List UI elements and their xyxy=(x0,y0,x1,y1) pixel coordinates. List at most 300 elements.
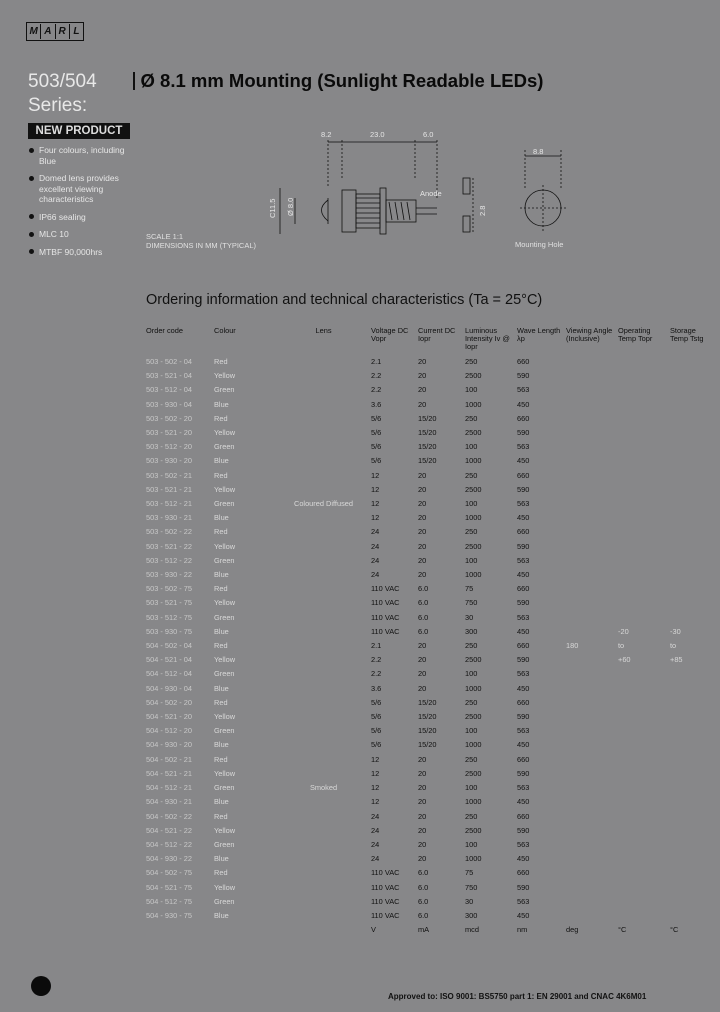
voltage-cell: 3.6 xyxy=(371,683,382,693)
operating-temp-cell xyxy=(618,795,670,809)
wavelength-cell: 450 xyxy=(517,399,530,409)
wavelength-cell: 563 xyxy=(517,783,530,793)
wavelength-cell: 563 xyxy=(517,669,530,679)
lens-cell xyxy=(276,412,371,426)
table-body xyxy=(146,355,710,937)
unit-cell xyxy=(146,923,214,937)
page-title xyxy=(133,70,543,92)
unit-cell xyxy=(276,923,371,937)
viewing-angle-cell xyxy=(566,554,618,568)
lens-cell xyxy=(276,540,371,554)
intensity-cell: 100 xyxy=(465,726,478,736)
unit-cell: mcd xyxy=(465,925,479,935)
viewing-angle-cell xyxy=(566,909,618,923)
viewing-angle-cell xyxy=(566,483,618,497)
table-header-row xyxy=(146,327,710,355)
current-cell: 20 xyxy=(418,399,427,409)
table-row xyxy=(146,369,710,383)
lens-cell xyxy=(276,866,371,880)
wavelength-cell: 590 xyxy=(517,428,530,438)
table-row xyxy=(146,440,710,454)
order-code-cell: 504 - 930 - 21 xyxy=(146,797,193,807)
viewing-angle-cell xyxy=(566,469,618,483)
intensity-cell: 250 xyxy=(465,357,478,366)
lens-cell xyxy=(276,511,371,525)
viewing-angle-cell xyxy=(566,383,618,397)
lens-cell xyxy=(276,454,371,468)
series-label xyxy=(28,70,97,118)
column-header: Operating Temp Topr xyxy=(618,326,653,343)
colour-cell: Yellow xyxy=(214,371,236,381)
lens-cell xyxy=(276,724,371,738)
table-row xyxy=(146,724,710,738)
current-cell: 20 xyxy=(418,655,427,665)
colour-cell: Yellow xyxy=(214,882,236,892)
voltage-cell: 24 xyxy=(371,854,380,864)
colour-cell: Yellow xyxy=(214,712,236,722)
voltage-cell: 24 xyxy=(371,527,380,537)
voltage-cell: 110 VAC xyxy=(371,584,400,594)
viewing-angle-cell xyxy=(566,511,618,525)
storage-temp-cell: to xyxy=(670,641,677,651)
wavelength-cell: 660 xyxy=(517,697,530,707)
operating-temp-cell xyxy=(618,355,670,369)
wavelength-cell: 450 xyxy=(517,626,530,636)
order-code-cell: 504 - 930 - 75 xyxy=(146,910,193,920)
voltage-cell: 12 xyxy=(371,797,380,807)
colour-cell: Blue xyxy=(214,854,229,864)
voltage-cell: 24 xyxy=(371,839,380,849)
storage-temp-cell xyxy=(670,767,710,781)
operating-temp-cell xyxy=(618,440,670,454)
logo-letter: R xyxy=(55,24,69,39)
voltage-cell: 5/6 xyxy=(371,697,382,707)
wavelength-cell: 590 xyxy=(517,882,530,892)
operating-temp-cell xyxy=(618,398,670,412)
intensity-cell: 1000 xyxy=(465,797,482,807)
intensity-cell: 30 xyxy=(465,612,474,622)
lens-cell xyxy=(276,667,371,681)
intensity-cell: 750 xyxy=(465,598,478,608)
unit-cell: nm xyxy=(517,925,528,935)
viewing-angle-cell xyxy=(566,369,618,383)
wavelength-cell: 590 xyxy=(517,768,530,778)
lens-cell xyxy=(276,653,371,667)
viewing-angle-cell xyxy=(566,398,618,412)
operating-temp-cell xyxy=(618,710,670,724)
order-code-cell: 504 - 512 - 75 xyxy=(146,896,193,906)
viewing-angle-cell xyxy=(566,582,618,596)
storage-temp-cell xyxy=(670,426,710,440)
table-row xyxy=(146,582,710,596)
operating-temp-cell xyxy=(618,781,670,795)
wavelength-cell: 450 xyxy=(517,513,530,523)
storage-temp-cell xyxy=(670,611,710,625)
voltage-cell: 12 xyxy=(371,499,380,509)
operating-temp-cell xyxy=(618,383,670,397)
intensity-cell: 100 xyxy=(465,555,478,565)
order-code-cell: 504 - 521 - 20 xyxy=(146,712,193,722)
order-code-cell: 503 - 502 - 75 xyxy=(146,584,193,594)
intensity-cell: 1000 xyxy=(465,570,482,580)
voltage-cell: 110 VAC xyxy=(371,868,400,878)
column-header: Order code xyxy=(146,326,183,335)
voltage-cell: 12 xyxy=(371,783,380,793)
operating-temp-cell xyxy=(618,596,670,610)
colour-cell: Green xyxy=(214,896,235,906)
operating-temp-cell xyxy=(618,454,670,468)
wavelength-cell: 563 xyxy=(517,442,530,452)
wavelength-cell: 563 xyxy=(517,839,530,849)
units-row xyxy=(146,923,710,937)
intensity-cell: 2500 xyxy=(465,541,482,551)
operating-temp-cell xyxy=(618,824,670,838)
current-cell: 15/20 xyxy=(418,413,437,423)
current-cell: 20 xyxy=(418,527,427,537)
operating-temp-cell xyxy=(618,525,670,539)
dim-label: 6.0 xyxy=(423,130,434,139)
current-cell: 20 xyxy=(418,839,427,849)
colour-cell: Blue xyxy=(214,456,229,466)
voltage-cell: 12 xyxy=(371,484,380,494)
storage-temp-cell xyxy=(670,582,710,596)
lens-cell xyxy=(276,895,371,909)
voltage-cell: 5/6 xyxy=(371,456,382,466)
table-row xyxy=(146,412,710,426)
table-row xyxy=(146,866,710,880)
intensity-cell: 2500 xyxy=(465,825,482,835)
current-cell: 20 xyxy=(418,484,427,494)
order-code-cell: 503 - 512 - 04 xyxy=(146,385,193,395)
viewing-angle-cell xyxy=(566,440,618,454)
column-header: Colour xyxy=(214,326,236,335)
voltage-cell: 24 xyxy=(371,541,380,551)
led-dimension-drawing xyxy=(145,128,595,248)
table-row xyxy=(146,838,710,852)
operating-temp-cell: +60 xyxy=(618,655,631,665)
unit-cell: °C xyxy=(618,925,627,935)
column-header: Current DC Iopr xyxy=(418,326,456,343)
viewing-angle-cell xyxy=(566,653,618,667)
table-row xyxy=(146,753,710,767)
colour-cell: Yellow xyxy=(214,541,236,551)
colour-cell: Red xyxy=(214,868,228,878)
intensity-cell: 2500 xyxy=(465,484,482,494)
current-cell: 6.0 xyxy=(418,896,429,906)
order-code-cell: 503 - 521 - 04 xyxy=(146,371,193,381)
feature-item: MLC 10 xyxy=(28,229,138,240)
colour-cell: Yellow xyxy=(214,428,236,438)
viewing-angle-cell xyxy=(566,540,618,554)
lens-cell xyxy=(276,852,371,866)
operating-temp-cell xyxy=(618,881,670,895)
viewing-angle-cell: 180 xyxy=(566,641,579,651)
operating-temp-cell xyxy=(618,568,670,582)
wavelength-cell: 660 xyxy=(517,811,530,821)
lens-cell xyxy=(276,483,371,497)
operating-temp-cell xyxy=(618,724,670,738)
anode-label: Anode xyxy=(420,189,442,198)
lens-cell xyxy=(276,611,371,625)
lens-cell xyxy=(276,639,371,653)
lens-cell xyxy=(276,810,371,824)
storage-temp-cell: -30 xyxy=(670,626,681,636)
order-code-cell: 504 - 512 - 20 xyxy=(146,726,193,736)
viewing-angle-cell xyxy=(566,895,618,909)
intensity-cell: 750 xyxy=(465,882,478,892)
dim-label: 2.8 xyxy=(478,205,487,216)
table-row xyxy=(146,881,710,895)
storage-temp-cell xyxy=(670,710,710,724)
colour-cell: Blue xyxy=(214,683,229,693)
lens-cell xyxy=(276,398,371,412)
colour-cell: Blue xyxy=(214,513,229,523)
voltage-cell: 2.2 xyxy=(371,385,382,395)
voltage-cell: 24 xyxy=(371,570,380,580)
colour-cell: Yellow xyxy=(214,655,236,665)
colour-cell: Green xyxy=(214,499,235,509)
unit-cell: mA xyxy=(418,925,430,935)
voltage-cell: 110 VAC xyxy=(371,910,400,920)
intensity-cell: 250 xyxy=(465,697,478,707)
wavelength-cell: 590 xyxy=(517,598,530,608)
operating-temp-cell xyxy=(618,696,670,710)
order-code-cell: 504 - 521 - 75 xyxy=(146,882,193,892)
lens-cell xyxy=(276,682,371,696)
operating-temp-cell: -20 xyxy=(618,626,629,636)
colour-cell: Red xyxy=(214,584,228,594)
column-header: Storage Temp Tstg xyxy=(670,326,704,343)
intensity-cell: 250 xyxy=(465,527,478,537)
operating-temp-cell xyxy=(618,667,670,681)
title-divider xyxy=(133,72,135,90)
current-cell: 20 xyxy=(418,357,427,366)
table-row xyxy=(146,639,710,653)
logo-letter: A xyxy=(40,24,54,39)
feature-list xyxy=(28,145,138,264)
wavelength-cell: 660 xyxy=(517,754,530,764)
lens-cell xyxy=(276,469,371,483)
viewing-angle-cell xyxy=(566,810,618,824)
viewing-angle-cell xyxy=(566,866,618,880)
current-cell: 15/20 xyxy=(418,456,437,466)
wavelength-cell: 590 xyxy=(517,541,530,551)
section-title: Ordering information and technical characteristics (Ta = 25°C) xyxy=(146,292,543,308)
intensity-cell: 2500 xyxy=(465,655,482,665)
column-header: Viewing Angle (Inclusive) xyxy=(566,326,613,343)
wavelength-cell: 450 xyxy=(517,570,530,580)
current-cell: 15/20 xyxy=(418,740,437,750)
storage-temp-cell xyxy=(670,355,710,369)
lens-cell xyxy=(276,383,371,397)
intensity-cell: 1000 xyxy=(465,854,482,864)
order-code-cell: 503 - 512 - 22 xyxy=(146,555,193,565)
operating-temp-cell: to xyxy=(618,641,625,651)
operating-temp-cell xyxy=(618,753,670,767)
storage-temp-cell xyxy=(670,682,710,696)
voltage-cell: 110 VAC xyxy=(371,896,400,906)
current-cell: 20 xyxy=(418,570,427,580)
wavelength-cell: 563 xyxy=(517,726,530,736)
viewing-angle-cell xyxy=(566,767,618,781)
table-row xyxy=(146,710,710,724)
wavelength-cell: 563 xyxy=(517,499,530,509)
table-row xyxy=(146,852,710,866)
lens-cell xyxy=(276,625,371,639)
page-title-text: Ø 8.1 mm Mounting (Sunlight Readable LEDs) xyxy=(140,70,544,91)
operating-temp-cell xyxy=(618,469,670,483)
intensity-cell: 300 xyxy=(465,910,478,920)
series-word: Series: xyxy=(28,95,88,116)
colour-cell: Green xyxy=(214,612,235,622)
colour-cell: Yellow xyxy=(214,598,236,608)
current-cell: 20 xyxy=(418,385,427,395)
order-code-cell: 504 - 930 - 04 xyxy=(146,683,193,693)
current-cell: 20 xyxy=(418,811,427,821)
dim-label: C11.5 xyxy=(268,198,277,218)
lens-cell xyxy=(276,525,371,539)
storage-temp-cell xyxy=(670,554,710,568)
current-cell: 20 xyxy=(418,768,427,778)
current-cell: 15/20 xyxy=(418,712,437,722)
wavelength-cell: 660 xyxy=(517,527,530,537)
lens-cell xyxy=(276,369,371,383)
operating-temp-cell xyxy=(618,582,670,596)
wavelength-cell: 590 xyxy=(517,825,530,835)
table-row xyxy=(146,682,710,696)
voltage-cell: 5/6 xyxy=(371,740,382,750)
wavelength-cell: 660 xyxy=(517,641,530,651)
table-row xyxy=(146,497,710,511)
wavelength-cell: 563 xyxy=(517,555,530,565)
storage-temp-cell xyxy=(670,540,710,554)
storage-temp-cell xyxy=(670,383,710,397)
table-row xyxy=(146,895,710,909)
lens-cell xyxy=(276,696,371,710)
dim-label: 8.2 xyxy=(321,130,332,139)
dim-label: Ø 8.0 xyxy=(286,197,295,216)
voltage-cell: 2.2 xyxy=(371,371,382,381)
lens-cell xyxy=(276,824,371,838)
dim-label: 23.0 xyxy=(370,130,385,139)
current-cell: 6.0 xyxy=(418,882,429,892)
order-code-cell: 503 - 930 - 04 xyxy=(146,399,193,409)
table-row xyxy=(146,554,710,568)
storage-temp-cell xyxy=(670,795,710,809)
intensity-cell: 30 xyxy=(465,896,474,906)
colour-cell: Green xyxy=(214,442,235,452)
order-code-cell: 503 - 521 - 75 xyxy=(146,598,193,608)
table-row xyxy=(146,781,710,795)
intensity-cell: 250 xyxy=(465,811,478,821)
current-cell: 20 xyxy=(418,669,427,679)
lens-cell xyxy=(276,582,371,596)
viewing-angle-cell xyxy=(566,568,618,582)
order-code-cell: 503 - 930 - 22 xyxy=(146,570,193,580)
storage-temp-cell xyxy=(670,525,710,539)
current-cell: 6.0 xyxy=(418,598,429,608)
new-product-badge: NEW PRODUCT xyxy=(28,123,130,139)
order-code-cell: 503 - 930 - 20 xyxy=(146,456,193,466)
viewing-angle-cell xyxy=(566,852,618,866)
colour-cell: Blue xyxy=(214,910,229,920)
colour-cell: Green xyxy=(214,839,235,849)
unit-cell: °C xyxy=(670,925,679,935)
intensity-cell: 100 xyxy=(465,669,478,679)
order-code-cell: 503 - 502 - 22 xyxy=(146,527,193,537)
voltage-cell: 110 VAC xyxy=(371,626,400,636)
voltage-cell: 24 xyxy=(371,825,380,835)
colour-cell: Red xyxy=(214,527,228,537)
order-code-cell: 504 - 521 - 21 xyxy=(146,768,193,778)
storage-temp-cell xyxy=(670,483,710,497)
intensity-cell: 1000 xyxy=(465,456,482,466)
wavelength-cell: 563 xyxy=(517,896,530,906)
colour-cell: Blue xyxy=(214,626,229,636)
table-row xyxy=(146,909,710,923)
operating-temp-cell xyxy=(618,852,670,866)
current-cell: 20 xyxy=(418,499,427,509)
column-header: Lens xyxy=(315,326,332,335)
colour-cell: Green xyxy=(214,669,235,679)
wavelength-cell: 660 xyxy=(517,413,530,423)
colour-cell: Red xyxy=(214,697,228,707)
unit-cell: deg xyxy=(566,925,579,935)
wavelength-cell: 660 xyxy=(517,470,530,480)
table-row xyxy=(146,696,710,710)
colour-cell: Green xyxy=(214,783,235,793)
storage-temp-cell xyxy=(670,454,710,468)
storage-temp-cell xyxy=(670,596,710,610)
colour-cell: Red xyxy=(214,413,228,423)
operating-temp-cell xyxy=(618,909,670,923)
intensity-cell: 100 xyxy=(465,442,478,452)
wavelength-cell: 660 xyxy=(517,357,530,366)
order-code-cell: 503 - 502 - 20 xyxy=(146,413,193,423)
lens-cell xyxy=(276,355,371,369)
colour-cell: Red xyxy=(214,811,228,821)
viewing-angle-cell xyxy=(566,710,618,724)
operating-temp-cell xyxy=(618,426,670,440)
logo-letter: L xyxy=(69,24,83,39)
storage-temp-cell xyxy=(670,696,710,710)
operating-temp-cell xyxy=(618,483,670,497)
viewing-angle-cell xyxy=(566,426,618,440)
table-row xyxy=(146,540,710,554)
viewing-angle-cell xyxy=(566,696,618,710)
intensity-cell: 250 xyxy=(465,754,478,764)
current-cell: 20 xyxy=(418,555,427,565)
operating-temp-cell xyxy=(618,682,670,696)
wavelength-cell: 450 xyxy=(517,683,530,693)
wavelength-cell: 660 xyxy=(517,868,530,878)
order-code-cell: 503 - 512 - 21 xyxy=(146,499,193,509)
order-code-cell: 504 - 502 - 04 xyxy=(146,641,193,651)
current-cell: 20 xyxy=(418,754,427,764)
table-row xyxy=(146,525,710,539)
lens-cell xyxy=(276,554,371,568)
order-code-cell: 504 - 512 - 04 xyxy=(146,669,193,679)
mounting-hole-label: Mounting Hole xyxy=(515,240,564,249)
lens-cell: Coloured Diffused xyxy=(293,499,354,509)
page-marker-dot xyxy=(31,976,51,996)
storage-temp-cell xyxy=(670,753,710,767)
order-code-cell: 503 - 502 - 21 xyxy=(146,470,193,480)
lens-cell xyxy=(276,738,371,752)
marl-logo xyxy=(26,22,84,41)
table-row xyxy=(146,383,710,397)
table-row xyxy=(146,611,710,625)
